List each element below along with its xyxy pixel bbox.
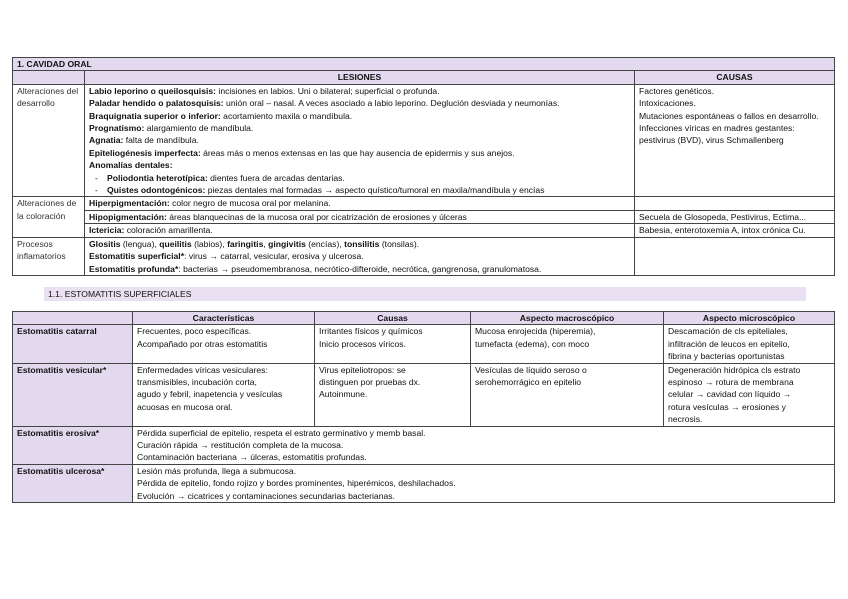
cell-caracteristicas: Enfermedades víricas vesiculares: transmisibles, incubación corta, agudo y febril, inapetencia y vesículas acuosas en mucosa oral.: [133, 363, 315, 426]
lesion-item: Anomalías dentales:: [89, 160, 173, 171]
lesion-item: Paladar hendido o palatosquisis: unión oral – nasal. A veces asociado a labio leporino. Deglución desviada y neumonías.: [89, 98, 560, 109]
row-vesicular: [13, 363, 835, 426]
header-micro: Aspecto microscópico: [664, 312, 835, 325]
bullet-item: - Quistes odontogénicos: piezas dentales mal formadas → aspecto quístico/tumoral en maxila/mandíbula y encías: [89, 184, 630, 196]
cell-causas: Irritantes físicos y químicos Inicio procesos víricos.: [315, 325, 471, 363]
row-ulcerosa: [13, 464, 835, 502]
row-name-erosiva: Estomatitis erosiva*: [13, 426, 133, 464]
header-caracteristicas: Características: [133, 312, 315, 325]
row-inflamatorios: [13, 237, 835, 275]
lesion-item: Labio leporino o queilosquisis: incisiones en labios. Uni o bilateral; superficial o profunda.: [89, 85, 440, 96]
causa-item: Intoxicaciones.: [639, 98, 696, 109]
causa-ictericia: Babesia, enterotoxemia A, intox crónica Cu.: [635, 224, 835, 237]
lesion-hipopigmentacion: Hipopigmentación: áreas blanquecinas de la mucosa oral por cicatrización de erosiones y úlceras: [85, 210, 635, 223]
cell-macro: Vesículas de líquido seroso o serohemorrágico en epitelio: [471, 363, 664, 426]
row-coloracion-1: [13, 197, 835, 210]
row-name-vesicular: Estomatitis vesicular*: [13, 363, 133, 426]
header-empty: [13, 71, 85, 84]
row-label-inflamatorios: Procesos inflamatorios: [13, 237, 85, 275]
cell-causas: Virus epiteliotropos: se distinguen por pruebas dx. Autoinmune.: [315, 363, 471, 426]
header-causas: CAUSAS: [635, 71, 835, 84]
lesiones-inflamatorios: [85, 237, 635, 275]
causa-hiperpigmentacion: [635, 197, 835, 210]
row-desarrollo: [13, 84, 835, 197]
section-title: 1. CAVIDAD ORAL: [13, 58, 835, 71]
causa-hipopigmentacion: Secuela de Glosopeda, Pestivirus, Ectima...: [635, 210, 835, 223]
inflam-line-3: Estomatitis profunda*: bacterias → pseudomembranosa, necrótico-difteroide, necrótica, gangrenosa, granulomatosa.: [89, 263, 542, 274]
header-row-2: [13, 312, 835, 325]
lesion-item: Prognatismo: alargamiento de mandíbula.: [89, 123, 254, 134]
row-erosiva: [13, 426, 835, 464]
row-coloracion-2: [13, 210, 835, 223]
subsection-title: 1.1. ESTOMATITIS SUPERFICIALES: [44, 287, 806, 301]
lesion-item: Agnatia: falta de mandíbula.: [89, 135, 199, 146]
cell-micro: Degeneración hidrópica cls estrato espinoso → rotura de membrana celular → cavidad con líquido → rotura vesículas → erosiones y necrosis.: [664, 363, 835, 426]
causa-item: Factores genéticos.: [639, 85, 714, 96]
cavidad-oral-table: [12, 57, 835, 276]
header-lesiones: LESIONES: [85, 71, 635, 84]
causas-inflamatorios: [635, 237, 835, 275]
estomatitis-table: [12, 311, 835, 503]
header-empty: [13, 312, 133, 325]
cell-span-ulcerosa: Lesión más profunda, llega a submucosa. Pérdida de epitelio, fondo rojizo y bordes prominentes, hiperémicos, deshilachados. Evolución → cicatrices y contaminaciones secundarias bacterianas.: [133, 464, 835, 502]
cell-macro: Mucosa enrojecida (hiperemia), tumefacta (edema), con moco: [471, 325, 664, 363]
causa-item: Mutaciones espontáneas o fallos en desarrollo.: [639, 110, 819, 121]
row-label-coloracion: Alteraciones de la coloración: [13, 197, 85, 237]
lesion-item: Epiteliogénesis imperfecta: áreas más o menos extensas en las que hay ausencia de epidermis y sus anejos.: [89, 147, 515, 158]
section-title-row: [13, 58, 835, 71]
header-causas: Causas: [315, 312, 471, 325]
inflam-line-1: Glositis (lengua), queilitis (labios), faringitis, gingivitis (encías), tonsilitis (tonsilas).: [89, 238, 420, 249]
header-row: [13, 71, 835, 84]
header-macro: Aspecto macroscópico: [471, 312, 664, 325]
inflam-line-2: Estomatitis superficial*: virus → catarral, vesicular, erosiva y ulcerosa.: [89, 251, 364, 262]
lesiones-desarrollo: [85, 84, 635, 197]
row-label-desarrollo: Alteraciones del desarrollo: [13, 84, 85, 197]
cell-micro: Descamación de cls epiteliales, infiltración de leucos en epitelio, fibrina y bacterias oportunistas: [664, 325, 835, 363]
cell-span-erosiva: Pérdida superficial de epitelio, respeta el estrato germinativo y memb basal. Curación rápida → restitución completa de la mucosa. Contaminación bacteriana → úlceras, estomatitis profundas.: [133, 426, 835, 464]
cell-caracteristicas: Frecuentes, poco específicas. Acompañado por otras estomatitis: [133, 325, 315, 363]
lesion-item: Braquignatia superior o inferior: acortamiento maxila o mandíbula.: [89, 110, 353, 121]
row-coloracion-3: [13, 224, 835, 237]
bullet-item: - Poliodontia heterotípica: dientes fuera de arcadas dentarias.: [89, 172, 630, 184]
lesion-ictericia: Ictericia: coloración amarillenta.: [85, 224, 635, 237]
row-name-catarral: Estomatitis catarral: [13, 325, 133, 363]
lesion-hiperpigmentacion: Hiperpigmentación: color negro de mucosa oral por melanina.: [85, 197, 635, 210]
causas-desarrollo: [635, 84, 835, 197]
row-name-ulcerosa: Estomatitis ulcerosa*: [13, 464, 133, 502]
causa-item: Infecciones víricas en madres gestantes: pestivirus (BVD), virus Schmallenberg: [639, 123, 795, 146]
row-catarral: [13, 325, 835, 363]
